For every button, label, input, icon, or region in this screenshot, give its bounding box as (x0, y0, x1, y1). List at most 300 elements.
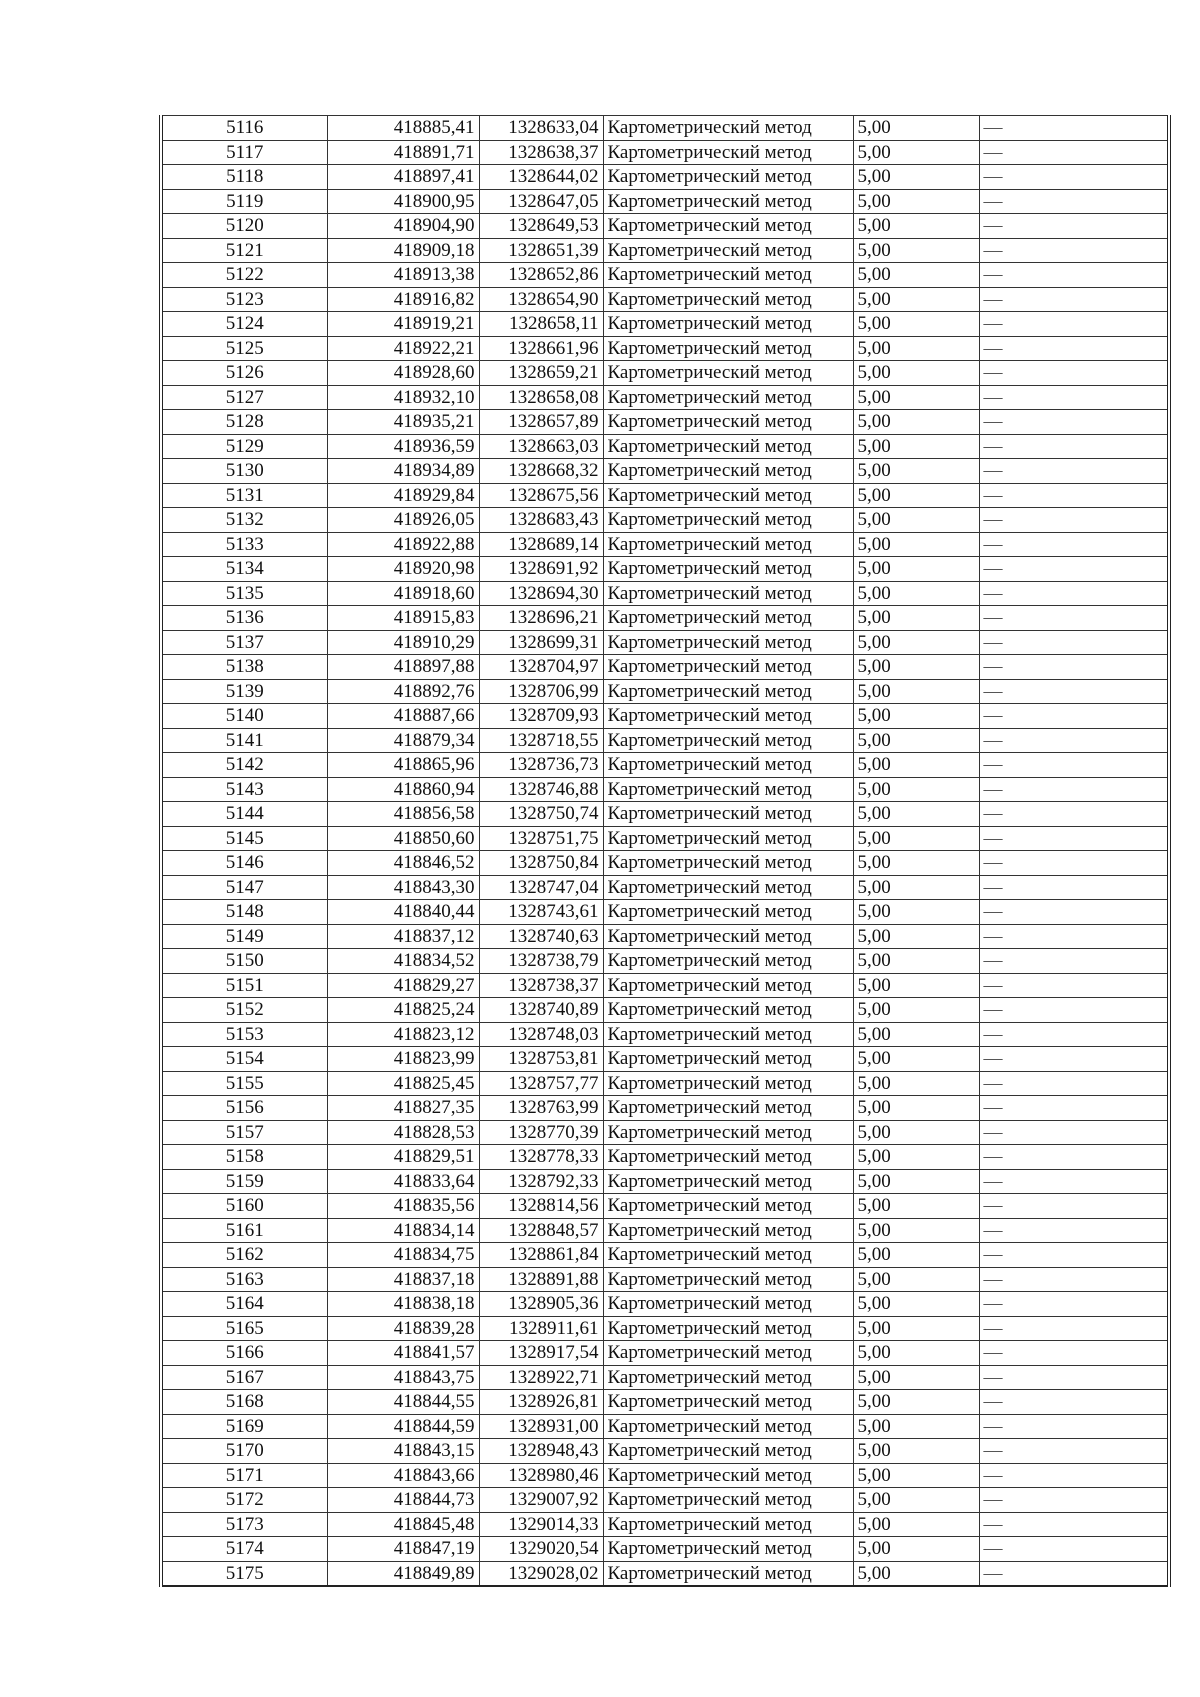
point-number-cell: 5158 (161, 1145, 327, 1170)
table-row (161, 214, 1169, 239)
y-coordinate-cell: 1328633,04 (479, 116, 603, 141)
table-row (161, 753, 1169, 778)
point-number-cell: 5128 (161, 410, 327, 435)
accuracy-cell: 5,00 (853, 1194, 979, 1219)
x-coordinate-cell: 418837,12 (327, 924, 479, 949)
y-coordinate-cell: 1328922,71 (479, 1365, 603, 1390)
description-cell: — (979, 1341, 1169, 1366)
description-cell: — (979, 1561, 1169, 1586)
method-cell: Картометрический метод (603, 557, 853, 582)
accuracy-cell: 5,00 (853, 434, 979, 459)
y-coordinate-cell: 1328706,99 (479, 679, 603, 704)
description-cell: — (979, 263, 1169, 288)
method-cell: Картометрический метод (603, 1145, 853, 1170)
method-cell: Картометрический метод (603, 189, 853, 214)
x-coordinate-cell: 418841,57 (327, 1341, 479, 1366)
description-cell: — (979, 1218, 1169, 1243)
y-coordinate-cell: 1328647,05 (479, 189, 603, 214)
point-number-cell: 5149 (161, 924, 327, 949)
method-cell: Картометрический метод (603, 434, 853, 459)
x-coordinate-cell: 418825,45 (327, 1071, 479, 1096)
y-coordinate-cell: 1328792,33 (479, 1169, 603, 1194)
point-number-cell: 5144 (161, 802, 327, 827)
x-coordinate-cell: 418897,41 (327, 165, 479, 190)
description-cell: — (979, 875, 1169, 900)
x-coordinate-cell: 418879,34 (327, 728, 479, 753)
y-coordinate-cell: 1329028,02 (479, 1561, 603, 1586)
description-cell: — (979, 140, 1169, 165)
accuracy-cell: 5,00 (853, 753, 979, 778)
table-row (161, 875, 1169, 900)
x-coordinate-cell: 418846,52 (327, 851, 479, 876)
table-row (161, 1463, 1169, 1488)
accuracy-cell: 5,00 (853, 777, 979, 802)
point-number-cell: 5162 (161, 1243, 327, 1268)
accuracy-cell: 5,00 (853, 924, 979, 949)
method-cell: Картометрический метод (603, 1439, 853, 1464)
accuracy-cell: 5,00 (853, 116, 979, 141)
method-cell: Картометрический метод (603, 728, 853, 753)
accuracy-cell: 5,00 (853, 630, 979, 655)
point-number-cell: 5157 (161, 1120, 327, 1145)
description-cell: — (979, 165, 1169, 190)
table-row (161, 1341, 1169, 1366)
point-number-cell: 5175 (161, 1561, 327, 1586)
y-coordinate-cell: 1328814,56 (479, 1194, 603, 1219)
table-row (161, 1512, 1169, 1537)
description-cell: — (979, 189, 1169, 214)
description-cell: — (979, 434, 1169, 459)
description-cell: — (979, 924, 1169, 949)
x-coordinate-cell: 418916,82 (327, 287, 479, 312)
point-number-cell: 5123 (161, 287, 327, 312)
point-number-cell: 5154 (161, 1047, 327, 1072)
y-coordinate-cell: 1328699,31 (479, 630, 603, 655)
y-coordinate-cell: 1328891,88 (479, 1267, 603, 1292)
method-cell: Картометрический метод (603, 655, 853, 680)
point-number-cell: 5131 (161, 483, 327, 508)
x-coordinate-cell: 418833,64 (327, 1169, 479, 1194)
accuracy-cell: 5,00 (853, 1316, 979, 1341)
y-coordinate-cell: 1328905,36 (479, 1292, 603, 1317)
method-cell: Картометрический метод (603, 1463, 853, 1488)
point-number-cell: 5142 (161, 753, 327, 778)
accuracy-cell: 5,00 (853, 165, 979, 190)
y-coordinate-cell: 1328691,92 (479, 557, 603, 582)
description-cell: — (979, 1096, 1169, 1121)
description-cell: — (979, 679, 1169, 704)
table-row (161, 1365, 1169, 1390)
x-coordinate-cell: 418850,60 (327, 826, 479, 851)
table-row (161, 900, 1169, 925)
method-cell: Картометрический метод (603, 1537, 853, 1562)
point-number-cell: 5133 (161, 532, 327, 557)
method-cell: Картометрический метод (603, 802, 853, 827)
method-cell: Картометрический метод (603, 679, 853, 704)
table-row (161, 361, 1169, 386)
description-cell: — (979, 1267, 1169, 1292)
point-number-cell: 5141 (161, 728, 327, 753)
accuracy-cell: 5,00 (853, 1169, 979, 1194)
accuracy-cell: 5,00 (853, 655, 979, 680)
description-cell: — (979, 385, 1169, 410)
y-coordinate-cell: 1328736,73 (479, 753, 603, 778)
x-coordinate-cell: 418885,41 (327, 116, 479, 141)
description-cell: — (979, 1390, 1169, 1415)
method-cell: Картометрический метод (603, 336, 853, 361)
method-cell: Картометрический метод (603, 1267, 853, 1292)
x-coordinate-cell: 418920,98 (327, 557, 479, 582)
description-cell: — (979, 949, 1169, 974)
method-cell: Картометрический метод (603, 508, 853, 533)
y-coordinate-cell: 1328848,57 (479, 1218, 603, 1243)
point-number-cell: 5161 (161, 1218, 327, 1243)
point-number-cell: 5170 (161, 1439, 327, 1464)
method-cell: Картометрический метод (603, 1022, 853, 1047)
description-cell: — (979, 287, 1169, 312)
description-cell: — (979, 116, 1169, 141)
y-coordinate-cell: 1328757,77 (479, 1071, 603, 1096)
description-cell: — (979, 581, 1169, 606)
point-number-cell: 5174 (161, 1537, 327, 1562)
y-coordinate-cell: 1328778,33 (479, 1145, 603, 1170)
accuracy-cell: 5,00 (853, 1439, 979, 1464)
table-row (161, 287, 1169, 312)
description-cell: — (979, 312, 1169, 337)
accuracy-cell: 5,00 (853, 1145, 979, 1170)
table-row (161, 777, 1169, 802)
table-row (161, 581, 1169, 606)
method-cell: Картометрический метод (603, 1169, 853, 1194)
y-coordinate-cell: 1328746,88 (479, 777, 603, 802)
accuracy-cell: 5,00 (853, 1267, 979, 1292)
table-row (161, 1047, 1169, 1072)
x-coordinate-cell: 418910,29 (327, 630, 479, 655)
x-coordinate-cell: 418892,76 (327, 679, 479, 704)
y-coordinate-cell: 1328657,89 (479, 410, 603, 435)
point-number-cell: 5138 (161, 655, 327, 680)
accuracy-cell: 5,00 (853, 385, 979, 410)
x-coordinate-cell: 418827,35 (327, 1096, 479, 1121)
y-coordinate-cell: 1328663,03 (479, 434, 603, 459)
y-coordinate-cell: 1328747,04 (479, 875, 603, 900)
table-row (161, 1488, 1169, 1513)
x-coordinate-cell: 418932,10 (327, 385, 479, 410)
description-cell: — (979, 826, 1169, 851)
method-cell: Картометрический метод (603, 1414, 853, 1439)
y-coordinate-cell: 1328861,84 (479, 1243, 603, 1268)
table-row (161, 1169, 1169, 1194)
accuracy-cell: 5,00 (853, 483, 979, 508)
method-cell: Картометрический метод (603, 753, 853, 778)
x-coordinate-cell: 418909,18 (327, 238, 479, 263)
point-number-cell: 5167 (161, 1365, 327, 1390)
x-coordinate-cell: 418834,14 (327, 1218, 479, 1243)
x-coordinate-cell: 418904,90 (327, 214, 479, 239)
table-row (161, 189, 1169, 214)
x-coordinate-cell: 418935,21 (327, 410, 479, 435)
method-cell: Картометрический метод (603, 459, 853, 484)
point-number-cell: 5126 (161, 361, 327, 386)
x-coordinate-cell: 418900,95 (327, 189, 479, 214)
table-row (161, 336, 1169, 361)
method-cell: Картометрический метод (603, 1047, 853, 1072)
accuracy-cell: 5,00 (853, 410, 979, 435)
point-number-cell: 5130 (161, 459, 327, 484)
point-number-cell: 5152 (161, 998, 327, 1023)
description-cell: — (979, 655, 1169, 680)
y-coordinate-cell: 1328763,99 (479, 1096, 603, 1121)
method-cell: Картометрический метод (603, 238, 853, 263)
table-row (161, 1561, 1169, 1586)
accuracy-cell: 5,00 (853, 238, 979, 263)
point-number-cell: 5143 (161, 777, 327, 802)
point-number-cell: 5160 (161, 1194, 327, 1219)
method-cell: Картометрический метод (603, 1390, 853, 1415)
description-cell: — (979, 728, 1169, 753)
method-cell: Картометрический метод (603, 1120, 853, 1145)
point-number-cell: 5116 (161, 116, 327, 141)
y-coordinate-cell: 1328753,81 (479, 1047, 603, 1072)
description-cell: — (979, 1414, 1169, 1439)
point-number-cell: 5118 (161, 165, 327, 190)
accuracy-cell: 5,00 (853, 287, 979, 312)
method-cell: Картометрический метод (603, 483, 853, 508)
description-cell: — (979, 998, 1169, 1023)
description-cell: — (979, 900, 1169, 925)
accuracy-cell: 5,00 (853, 1120, 979, 1145)
table-row (161, 1537, 1169, 1562)
x-coordinate-cell: 418891,71 (327, 140, 479, 165)
point-number-cell: 5127 (161, 385, 327, 410)
y-coordinate-cell: 1328748,03 (479, 1022, 603, 1047)
accuracy-cell: 5,00 (853, 189, 979, 214)
accuracy-cell: 5,00 (853, 1243, 979, 1268)
y-coordinate-cell: 1328911,61 (479, 1316, 603, 1341)
accuracy-cell: 5,00 (853, 1071, 979, 1096)
method-cell: Картометрический метод (603, 361, 853, 386)
table-row (161, 263, 1169, 288)
point-number-cell: 5134 (161, 557, 327, 582)
y-coordinate-cell: 1328980,46 (479, 1463, 603, 1488)
accuracy-cell: 5,00 (853, 1561, 979, 1586)
x-coordinate-cell: 418837,18 (327, 1267, 479, 1292)
x-coordinate-cell: 418844,73 (327, 1488, 479, 1513)
point-number-cell: 5129 (161, 434, 327, 459)
accuracy-cell: 5,00 (853, 1390, 979, 1415)
method-cell: Картометрический метод (603, 312, 853, 337)
y-coordinate-cell: 1328651,39 (479, 238, 603, 263)
y-coordinate-cell: 1328709,93 (479, 704, 603, 729)
table-row (161, 1071, 1169, 1096)
x-coordinate-cell: 418845,48 (327, 1512, 479, 1537)
description-cell: — (979, 1145, 1169, 1170)
method-cell: Картометрический метод (603, 704, 853, 729)
y-coordinate-cell: 1328689,14 (479, 532, 603, 557)
y-coordinate-cell: 1328652,86 (479, 263, 603, 288)
x-coordinate-cell: 418847,19 (327, 1537, 479, 1562)
method-cell: Картометрический метод (603, 1365, 853, 1390)
point-number-cell: 5117 (161, 140, 327, 165)
x-coordinate-cell: 418823,99 (327, 1047, 479, 1072)
table-row (161, 606, 1169, 631)
description-cell: — (979, 336, 1169, 361)
table-row (161, 1267, 1169, 1292)
point-number-cell: 5153 (161, 1022, 327, 1047)
method-cell: Картометрический метод (603, 851, 853, 876)
y-coordinate-cell: 1328658,11 (479, 312, 603, 337)
table-row (161, 851, 1169, 876)
point-number-cell: 5146 (161, 851, 327, 876)
y-coordinate-cell: 1328770,39 (479, 1120, 603, 1145)
x-coordinate-cell: 418913,38 (327, 263, 479, 288)
table-row (161, 557, 1169, 582)
accuracy-cell: 5,00 (853, 1047, 979, 1072)
coordinates-table-body (161, 116, 1169, 1587)
x-coordinate-cell: 418915,83 (327, 606, 479, 631)
accuracy-cell: 5,00 (853, 1537, 979, 1562)
point-number-cell: 5155 (161, 1071, 327, 1096)
table-row (161, 949, 1169, 974)
x-coordinate-cell: 418918,60 (327, 581, 479, 606)
y-coordinate-cell: 1328644,02 (479, 165, 603, 190)
accuracy-cell: 5,00 (853, 1292, 979, 1317)
y-coordinate-cell: 1328750,74 (479, 802, 603, 827)
x-coordinate-cell: 418828,53 (327, 1120, 479, 1145)
table-row (161, 1194, 1169, 1219)
method-cell: Картометрический метод (603, 140, 853, 165)
method-cell: Картометрический метод (603, 1512, 853, 1537)
method-cell: Картометрический метод (603, 924, 853, 949)
point-number-cell: 5119 (161, 189, 327, 214)
table-row (161, 998, 1169, 1023)
point-number-cell: 5140 (161, 704, 327, 729)
table-row (161, 973, 1169, 998)
accuracy-cell: 5,00 (853, 973, 979, 998)
x-coordinate-cell: 418897,88 (327, 655, 479, 680)
method-cell: Картометрический метод (603, 1561, 853, 1586)
x-coordinate-cell: 418926,05 (327, 508, 479, 533)
description-cell: — (979, 361, 1169, 386)
y-coordinate-cell: 1328738,79 (479, 949, 603, 974)
description-cell: — (979, 1022, 1169, 1047)
y-coordinate-cell: 1328743,61 (479, 900, 603, 925)
x-coordinate-cell: 418829,27 (327, 973, 479, 998)
point-number-cell: 5122 (161, 263, 327, 288)
y-coordinate-cell: 1328931,00 (479, 1414, 603, 1439)
table-row (161, 1292, 1169, 1317)
accuracy-cell: 5,00 (853, 581, 979, 606)
method-cell: Картометрический метод (603, 606, 853, 631)
x-coordinate-cell: 418887,66 (327, 704, 479, 729)
table-row (161, 679, 1169, 704)
table-row (161, 1243, 1169, 1268)
y-coordinate-cell: 1328718,55 (479, 728, 603, 753)
table-row (161, 1145, 1169, 1170)
accuracy-cell: 5,00 (853, 312, 979, 337)
x-coordinate-cell: 418843,66 (327, 1463, 479, 1488)
point-number-cell: 5135 (161, 581, 327, 606)
y-coordinate-cell: 1328750,84 (479, 851, 603, 876)
x-coordinate-cell: 418849,89 (327, 1561, 479, 1586)
x-coordinate-cell: 418825,24 (327, 998, 479, 1023)
table-row (161, 238, 1169, 263)
point-number-cell: 5171 (161, 1463, 327, 1488)
description-cell: — (979, 1071, 1169, 1096)
table-row (161, 826, 1169, 851)
method-cell: Картометрический метод (603, 1488, 853, 1513)
table-row (161, 1218, 1169, 1243)
table-row (161, 1120, 1169, 1145)
table-row (161, 140, 1169, 165)
y-coordinate-cell: 1328751,75 (479, 826, 603, 851)
method-cell: Картометрический метод (603, 532, 853, 557)
point-number-cell: 5169 (161, 1414, 327, 1439)
table-row (161, 410, 1169, 435)
x-coordinate-cell: 418840,44 (327, 900, 479, 925)
y-coordinate-cell: 1328683,43 (479, 508, 603, 533)
y-coordinate-cell: 1328704,97 (479, 655, 603, 680)
method-cell: Картометрический метод (603, 263, 853, 288)
point-number-cell: 5173 (161, 1512, 327, 1537)
x-coordinate-cell: 418928,60 (327, 361, 479, 386)
point-number-cell: 5132 (161, 508, 327, 533)
table-row (161, 704, 1169, 729)
point-number-cell: 5136 (161, 606, 327, 631)
y-coordinate-cell: 1328658,08 (479, 385, 603, 410)
point-number-cell: 5150 (161, 949, 327, 974)
accuracy-cell: 5,00 (853, 679, 979, 704)
y-coordinate-cell: 1328948,43 (479, 1439, 603, 1464)
x-coordinate-cell: 418936,59 (327, 434, 479, 459)
point-number-cell: 5168 (161, 1390, 327, 1415)
y-coordinate-cell: 1328926,81 (479, 1390, 603, 1415)
description-cell: — (979, 532, 1169, 557)
accuracy-cell: 5,00 (853, 1096, 979, 1121)
point-number-cell: 5156 (161, 1096, 327, 1121)
description-cell: — (979, 459, 1169, 484)
x-coordinate-cell: 418922,21 (327, 336, 479, 361)
accuracy-cell: 5,00 (853, 900, 979, 925)
description-cell: — (979, 1365, 1169, 1390)
y-coordinate-cell: 1328638,37 (479, 140, 603, 165)
point-number-cell: 5139 (161, 679, 327, 704)
description-cell: — (979, 238, 1169, 263)
x-coordinate-cell: 418843,75 (327, 1365, 479, 1390)
description-cell: — (979, 1047, 1169, 1072)
point-number-cell: 5120 (161, 214, 327, 239)
method-cell: Картометрический метод (603, 1218, 853, 1243)
accuracy-cell: 5,00 (853, 606, 979, 631)
accuracy-cell: 5,00 (853, 1512, 979, 1537)
method-cell: Картометрический метод (603, 410, 853, 435)
table-row (161, 655, 1169, 680)
description-cell: — (979, 1316, 1169, 1341)
accuracy-cell: 5,00 (853, 263, 979, 288)
accuracy-cell: 5,00 (853, 875, 979, 900)
description-cell: — (979, 851, 1169, 876)
description-cell: — (979, 704, 1169, 729)
description-cell: — (979, 214, 1169, 239)
accuracy-cell: 5,00 (853, 1414, 979, 1439)
point-number-cell: 5147 (161, 875, 327, 900)
method-cell: Картометрический метод (603, 826, 853, 851)
accuracy-cell: 5,00 (853, 998, 979, 1023)
point-number-cell: 5166 (161, 1341, 327, 1366)
accuracy-cell: 5,00 (853, 1488, 979, 1513)
x-coordinate-cell: 418856,58 (327, 802, 479, 827)
method-cell: Картометрический метод (603, 287, 853, 312)
